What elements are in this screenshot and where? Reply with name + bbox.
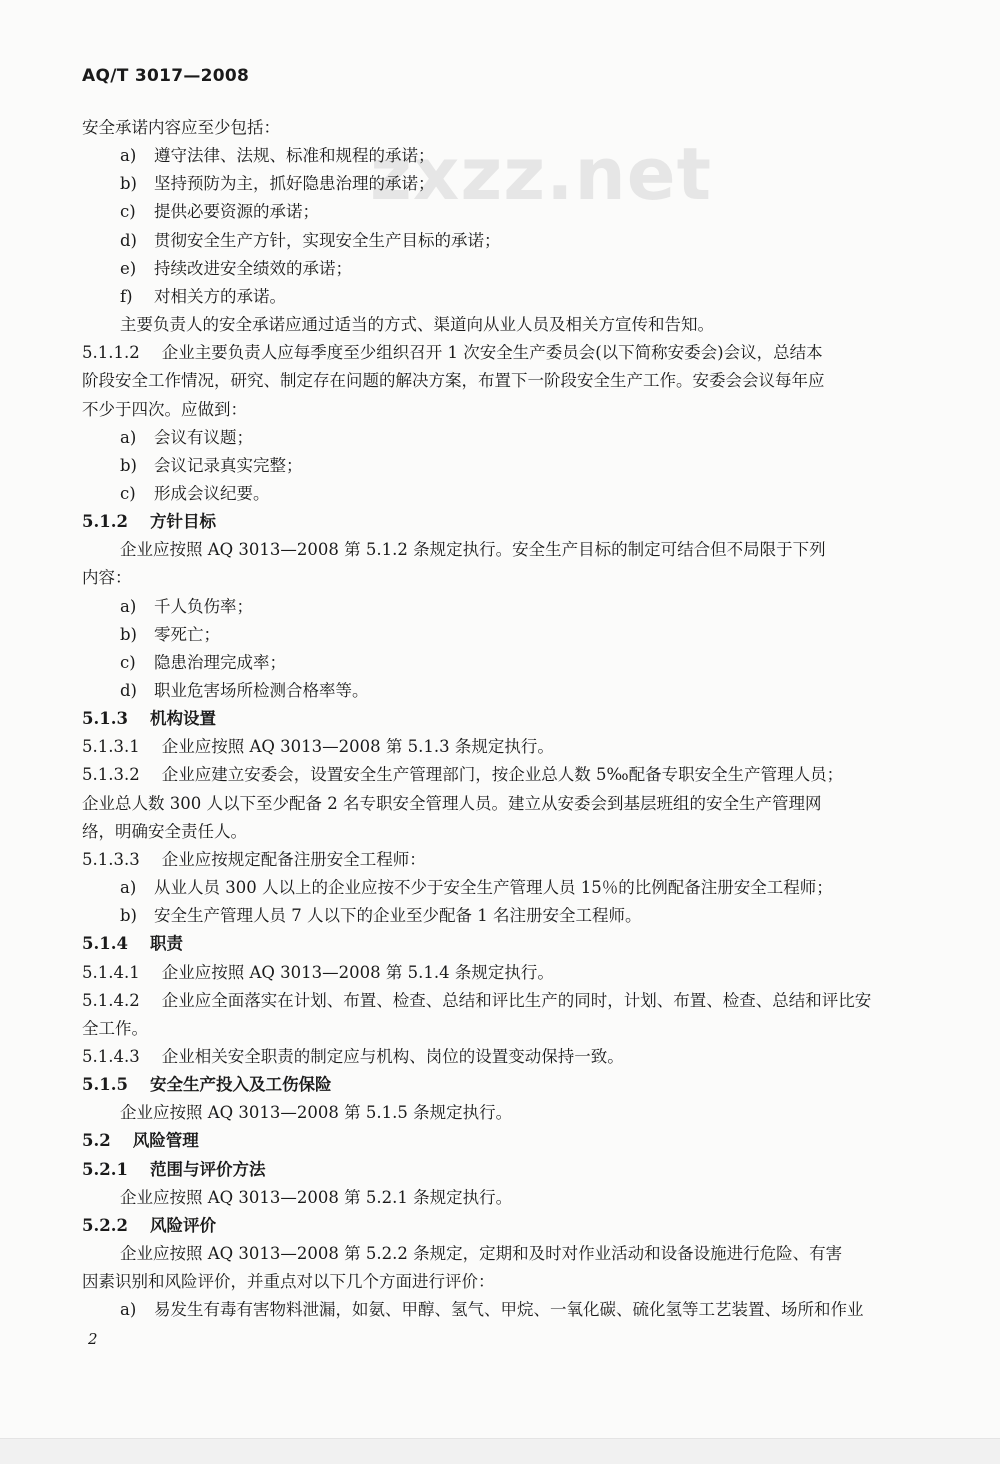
paragraph-text: 企业应按照 AQ 3013—2008 第 5.2.2 条规定，定期和及时对作业活动和设备设施进行危险、有害 [120,1244,843,1263]
paragraph-text: 不少于四次。应做到： [82,399,247,419]
section-heading [82,1131,199,1151]
clause-text: 企业应按照 AQ 3013—2008 第 5.1.4 条规定执行。 [161,962,554,982]
section-title: 机构设置 [149,709,216,729]
paragraph-text: 企业应按照 AQ 3013—2008 第 5.2.1 条规定执行。 [120,1187,513,1207]
list-item-label: b) [120,455,137,475]
paragraph-line [82,1272,495,1292]
clause-number: 5.1.1.2 [82,343,140,363]
list-item [120,597,253,617]
list-item-text: 提供必要资源的承诺； [154,202,319,222]
list-item-text: 对相关方的承诺。 [154,286,286,306]
clause-text: 企业主要负责人应每季度至少组织召开 1 次安全生产委员会(以下简称安委会)会议，总结本 [161,343,823,363]
paragraph-line [82,794,821,814]
list-item-text: 坚持预防为主，抓好隐患治理的承诺； [154,174,435,194]
section-title: 职责 [149,934,183,954]
list-item [120,625,220,645]
paragraph-text: 企业应按照 AQ 3013—2008 第 5.1.5 条规定执行。 [120,1103,513,1123]
list-item [120,906,641,926]
clause-line [82,991,871,1011]
paragraph-text: 安全承诺内容应至少包括： [82,118,280,137]
paragraph-line [82,1019,148,1039]
list-item [120,287,286,307]
watermark: zxzz.net [370,132,713,216]
list-item [120,456,303,476]
paragraph-line [120,1103,512,1123]
section-number: 5.2 [82,1131,111,1151]
clause-text: 企业应按照 AQ 3013—2008 第 5.1.3 条规定执行。 [161,737,554,757]
clause-line [82,963,554,983]
list-item-text: 千人负伤率； [154,596,253,616]
list-item-text: 会议有议题； [154,427,253,447]
list-item [120,174,435,194]
list-item-text: 职业危害场所检测合格率等。 [154,681,369,700]
list-item [120,259,352,279]
paragraph-line [120,315,714,335]
paragraph-text: 阶段安全工作情况，研究、制定存在问题的解决方案，布置下一阶段安全生产工作。安委会会议每年应 [82,371,825,391]
list-item-text: 持续改进安全绩效的承诺； [154,258,352,278]
section-number: 5.1.4 [82,934,128,954]
list-item-label: a) [120,1300,137,1320]
list-item-label: c) [120,202,136,222]
list-item [120,681,369,701]
paragraph-line [82,822,247,842]
clause-number: 5.1.3.1 [82,737,140,757]
list-item-text: 易发生有毒有害物料泄漏，如氨、甲醇、氢气、甲烷、一氧化碳、硫化氢等工艺装置、场所和作业 [154,1300,864,1320]
paragraph-text: 内容： [82,568,132,588]
list-item-label: e) [120,258,137,278]
list-item [120,202,319,222]
paragraph-line [82,568,132,588]
section-heading [82,934,183,954]
clause-line [82,737,554,757]
list-item-label: f) [120,286,133,306]
paragraph-line [82,118,280,138]
paragraph-text: 主要负责人的安全承诺应通过适当的方式、渠道向从业人员及相关方宣传和告知。 [120,315,714,335]
section-heading [82,1216,216,1236]
clause-text: 企业应全面落实在计划、布置、检查、总结和评比生产的同时，计划、布置、检查、总结和评比安 [161,990,872,1010]
list-item [120,484,270,504]
list-item-text: 隐患治理完成率； [154,652,286,672]
list-item [120,231,501,251]
list-item-label: b) [120,906,137,926]
clause-line [82,343,823,363]
clause-text: 企业应按规定配备注册安全工程师： [161,849,426,869]
section-title: 风险评价 [149,1215,216,1235]
paragraph-text: 企业总人数 300 人以下至少配备 2 名专职安全管理人员。建立从安委会到基层班组的安全生产管理网 [82,793,822,813]
list-item-text: 形成会议纪要。 [154,483,270,503]
paragraph-text: 络，明确安全责任人。 [82,821,247,841]
clause-line [82,1047,624,1067]
list-item-text: 遵守法律、法规、标准和规程的承诺； [154,146,435,166]
list-item-label: c) [120,652,136,672]
paragraph-line [82,400,247,420]
list-item-label: d) [120,230,137,250]
list-item-text: 会议记录真实完整； [154,455,303,475]
clause-number: 5.1.4.2 [82,990,140,1010]
list-item-label: b) [120,174,137,194]
paragraph-line [82,371,825,391]
clause-number: 5.1.4.1 [82,962,140,982]
clause-line [82,765,843,785]
section-heading [82,512,216,532]
section-heading [82,709,216,729]
standard-code-header: AQ/T 3017—2008 [82,66,250,86]
clause-number: 5.1.3.3 [82,849,140,869]
section-title: 范围与评价方法 [149,1159,266,1179]
section-number: 5.1.3 [82,709,128,729]
list-item-text: 安全生产管理人员 7 人以下的企业至少配备 1 名注册安全工程师。 [154,906,642,926]
list-item [120,653,286,673]
paragraph-line [120,540,826,560]
section-title: 方针目标 [149,512,216,532]
list-item [120,428,253,448]
list-item-text: 贯彻安全生产方针，实现安全生产目标的承诺； [154,230,501,250]
list-item-text: 从业人员 300 人以上的企业应按不少于安全生产管理人员 15％的比例配备注册安全工程师； [154,878,833,898]
list-item-label: b) [120,624,137,644]
paragraph-text: 企业应按照 AQ 3013—2008 第 5.1.2 条规定执行。安全生产目标的制定可结合但不局限于下列 [120,540,826,560]
list-item [120,146,435,166]
clause-text: 企业相关安全职责的制定应与机构、岗位的设置变动保持一致。 [161,1046,624,1066]
list-item-label: d) [120,681,137,700]
list-item-label: c) [120,483,136,503]
list-item [120,1300,864,1320]
page-number: 2 [88,1330,98,1348]
clause-number: 5.1.3.2 [82,765,140,785]
list-item [120,878,833,898]
clause-line [82,850,426,870]
section-heading [82,1075,331,1095]
list-item-label: a) [120,146,137,166]
bottom-scroll-strip [0,1438,1000,1464]
clause-number: 5.1.4.3 [82,1046,140,1066]
section-title: 安全生产投入及工伤保险 [149,1075,332,1095]
section-number: 5.2.1 [82,1159,128,1179]
list-item-label: a) [120,878,137,898]
list-item-label: a) [120,596,137,616]
clause-text: 企业应建立安委会，设置安全生产管理部门，按企业总人数 5‰配备专职安全生产管理人员； [161,765,844,785]
paragraph-text: 因素识别和风险评价，并重点对以下几个方面进行评价： [82,1272,495,1292]
paragraph-line [120,1244,842,1264]
paragraph-line [120,1188,512,1208]
section-number: 5.2.2 [82,1215,128,1235]
list-item-label: a) [120,427,137,447]
section-number: 5.1.5 [82,1075,128,1095]
section-heading [82,1160,265,1180]
list-item-text: 零死亡； [154,624,220,644]
paragraph-text: 全工作。 [82,1018,148,1038]
section-number: 5.1.2 [82,512,128,532]
section-title: 风险管理 [132,1131,199,1151]
